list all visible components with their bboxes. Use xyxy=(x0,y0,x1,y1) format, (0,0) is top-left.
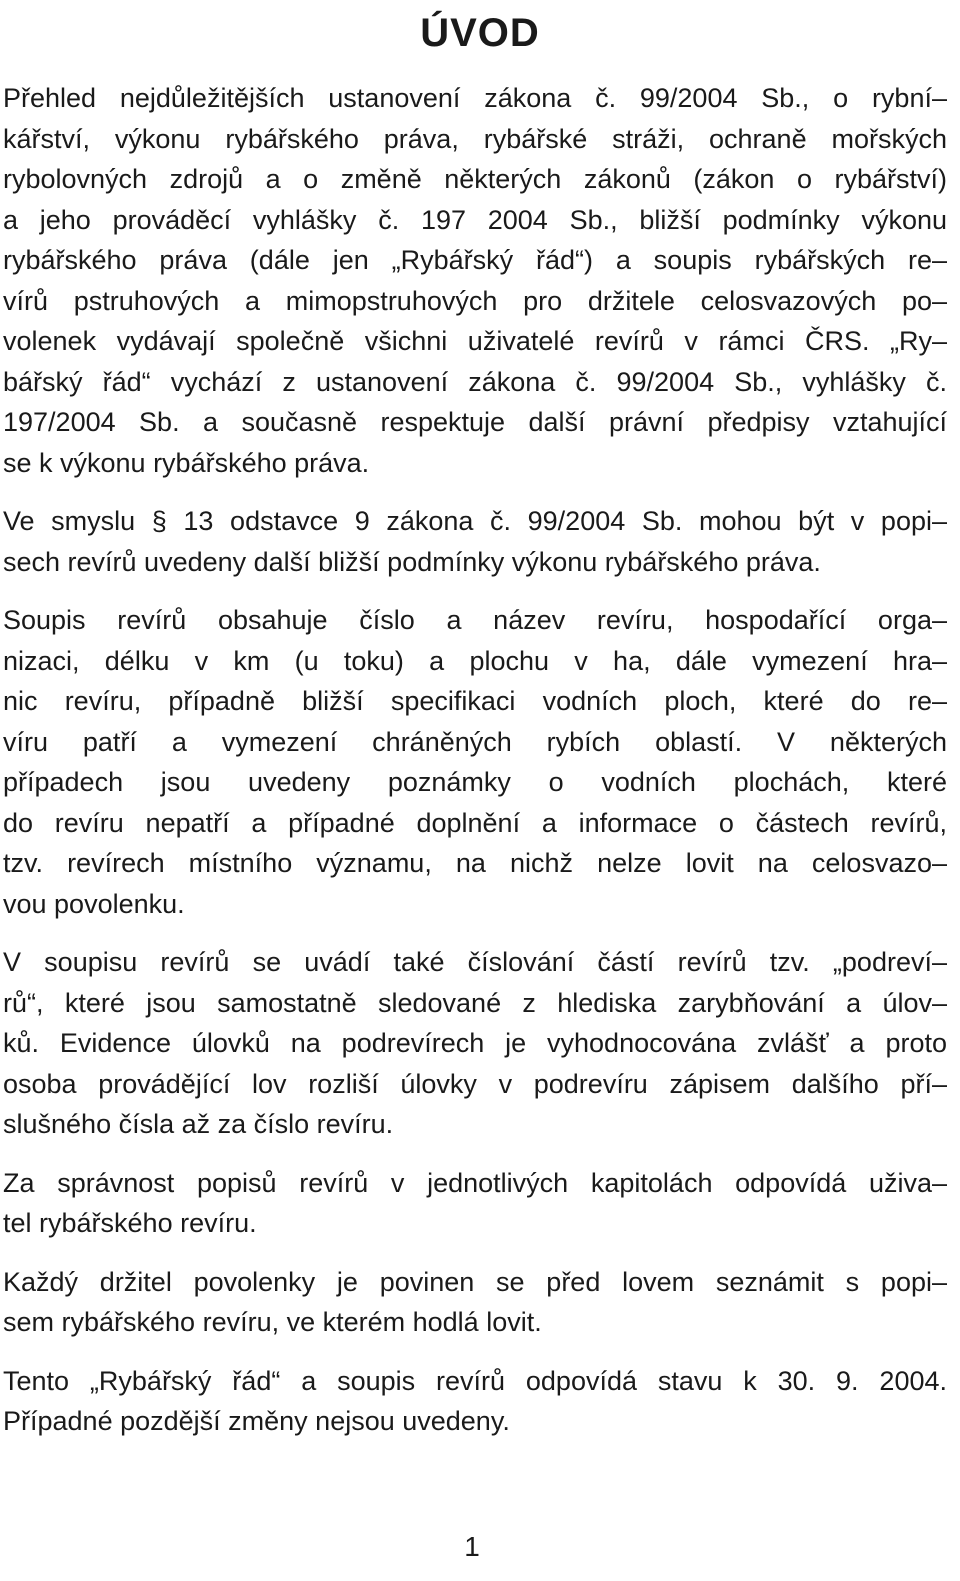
paragraph-stav xyxy=(3,1361,947,1442)
text-line: a jeho prováděcí vyhlášky č. 197 2004 Sb., bližší podmínky výkonu xyxy=(3,204,947,235)
page-number: 1 xyxy=(464,1531,480,1562)
text-line: Každý držitel povolenky je povinen se před lovem seznámit s popi– xyxy=(3,1266,947,1297)
text-line: tzv. revírech místního významu, na nichž nelze lovit na celosvazo– xyxy=(3,848,947,878)
text-line: se k výkonu rybářského práva. xyxy=(3,447,370,478)
text-line: tel rybářského revíru. xyxy=(3,1208,257,1238)
text-line: Tento „Rybářský řád“ a soupis revírů odpovídá stavu k 30. 9. 2004. xyxy=(3,1365,947,1396)
paragraph-podreviry xyxy=(3,942,947,1145)
paragraph-soupis xyxy=(3,600,947,924)
text-line: Ve smyslu § 13 odstavce 9 zákona č. 99/2004 Sb. mohou být v popi– xyxy=(3,506,947,536)
text-line: vou povolenku. xyxy=(3,888,185,919)
text-line: do revíru nepatří a případné doplnění a informace o částech revírů, xyxy=(3,807,947,838)
text-line: kářství, výkonu rybářského práva, rybářské stráži, ochraně mořských xyxy=(3,123,947,154)
text-line: rybářského práva (dále jen „Rybářský řád“) a soupis rybářských re– xyxy=(3,245,947,275)
text-line: Za správnost popisů revírů v jednotlivých kapitolách odpovídá uživa– xyxy=(3,1167,947,1198)
paragraph-spravnost xyxy=(3,1163,947,1244)
page-title: ÚVOD xyxy=(420,11,540,55)
text-line: vírů pstruhových a mimopstruhových pro držitele celosvazových po– xyxy=(3,285,947,316)
text-line: V soupisu revírů se uvádí také číslování částí revírů tzv. „podreví– xyxy=(3,947,947,977)
text-line: Přehled nejdůležitějších ustanovení zákona č. 99/2004 Sb., o rybní– xyxy=(3,83,947,113)
body-text xyxy=(3,78,947,1460)
text-line: osoba provádějící lov rozliší úlovky v podrevíru zápisem dalšího pří– xyxy=(3,1068,947,1099)
text-line: víru patří a vymezení chráněných rybích oblastí. V některých xyxy=(3,726,947,757)
text-line: rybolovných zdrojů a o změně některých zákonů (zákon o rybářství) xyxy=(3,164,947,194)
text-line: volenek vydávají společně všichni uživatelé revírů v rámci ČRS. „Ry– xyxy=(3,326,947,356)
text-line: ků. Evidence úlovků na podrevírech je vyhodnocována zvlášť a proto xyxy=(3,1028,947,1058)
text-line: Soupis revírů obsahuje číslo a název revíru, hospodařící orga– xyxy=(3,605,947,635)
text-line: případech jsou uvedeny poznámky o vodních plochách, které xyxy=(3,767,947,797)
text-line: bářský řád“ vychází z ustanovení zákona č. 99/2004 Sb., vyhlášky č. xyxy=(3,366,947,397)
text-line: nic revíru, případně bližší specifikaci vodních ploch, které do re– xyxy=(3,686,947,716)
text-line: sem rybářského revíru, ve kterém hodlá lovit. xyxy=(3,1307,542,1337)
paragraph-intro xyxy=(3,78,947,483)
text-line: rů“, které jsou samostatně sledované z hlediska zarybňování a úlov– xyxy=(3,987,947,1018)
text-line: slušného čísla až za číslo revíru. xyxy=(3,1109,394,1139)
paragraph-section-13 xyxy=(3,501,947,582)
text-line: Případné pozdější změny nejsou uvedeny. xyxy=(3,1406,510,1436)
text-line: sech revírů uvedeny další bližší podmínky výkonu rybářského práva. xyxy=(3,546,821,577)
text-line: 197/2004 Sb. a současně respektuje další právní předpisy vztahující xyxy=(3,407,947,437)
paragraph-drzitel xyxy=(3,1262,947,1343)
text-line: nizaci, délku v km (u toku) a plochu v ha, dále vymezení hra– xyxy=(3,645,947,676)
